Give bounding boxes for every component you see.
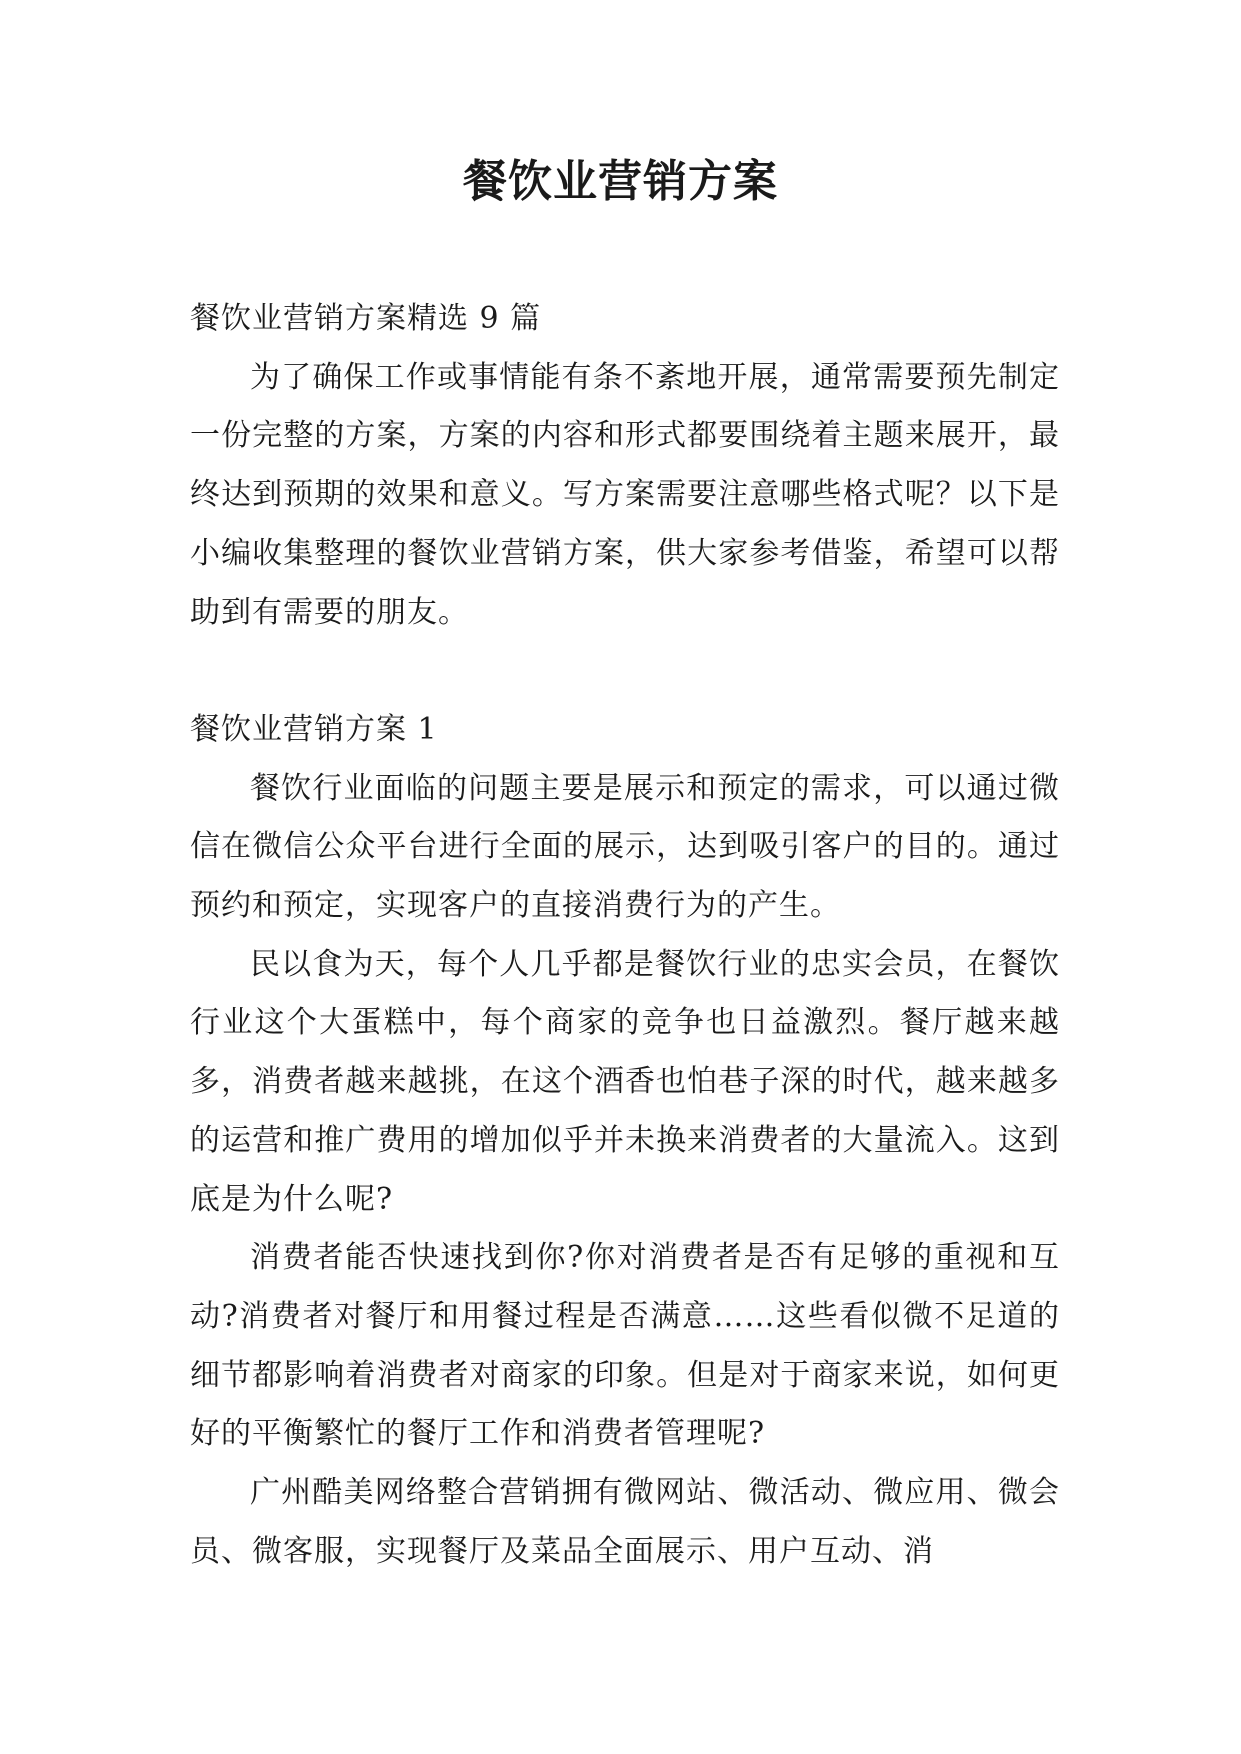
section-spacer: [190, 642, 1060, 701]
section-1-paragraph-3: 消费者能否快速找到你?你对消费者是否有足够的重视和互动?消费者对餐厅和用餐过程是否满意……这些看似微不足道的细节都影响着消费者对商家的印象。但是对于商家来说，如何更好的平衡繁忙的餐厅工作和消费者管理呢?: [190, 1240, 1060, 1452]
section-1-heading: 餐饮业营销方案 1: [190, 711, 438, 747]
document-body: [190, 290, 1060, 1581]
section-1-paragraph-2: 民以食为天，每个人几乎都是餐饮行业的忠实会员，在餐饮行业这个大蛋糕中，每个商家的竞争也日益激烈。餐厅越来越多，消费者越来越挑，在这个酒香也怕巷子深的时代，越来越多的运营和推广费用的增加似乎并未换来消费者的大量流入。这到底是为什么呢?: [190, 946, 1060, 1217]
section-1-paragraph-4: 广州酷美网络整合营销拥有微网站、微活动、微应用、微会员、微客服，实现餐厅及菜品全面展示、用户互动、消: [190, 1475, 1060, 1569]
section-1-paragraph-1: 餐饮行业面临的问题主要是展示和预定的需求，可以通过微信在微信公众平台进行全面的展示，达到吸引客户的目的。通过预约和预定，实现客户的直接消费行为的产生。: [190, 770, 1060, 924]
document-title: 餐饮业营销方案: [463, 156, 778, 207]
intro-heading: 餐饮业营销方案精选 9 篇: [190, 301, 542, 336]
intro-paragraph: 为了确保工作或事情能有条不紊地开展，通常需要预先制定一份完整的方案，方案的内容和形式都要围绕着主题来展开，最终达到预期的效果和意义。写方案需要注意哪些格式呢？以下是小编收集整理的餐饮业营销方案，供大家参考借鉴，希望可以帮助到有需要的朋友。: [190, 359, 1060, 630]
